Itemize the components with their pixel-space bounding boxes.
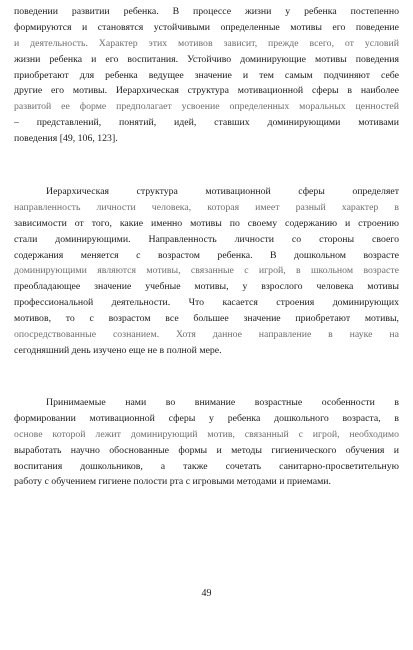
- paragraph-line: формируются и становятся устойчивыми определенные мотивы его поведение: [14, 21, 399, 33]
- paragraph-2: [14, 184, 399, 359]
- paragraph-line: поведения [49, 106, 123].: [14, 133, 118, 145]
- paragraph-line: преобладающее значение учебные мотивы, у взрослого человека мотивы: [14, 281, 399, 293]
- paragraph-line: содержания меняется с возрастом ребенка. В дошкольном возрасте: [14, 249, 399, 261]
- paragraph-line: опосредствованные сознанием. Хотя данное направление в науке на: [14, 329, 399, 341]
- page-number: 49: [201, 588, 212, 599]
- paragraph-line: работу с обучением гигиене полости рта с игровыми методами и приемами.: [14, 476, 332, 488]
- paragraph-line: зависимости от того, какие именно мотивы по своему содержанию и строению: [14, 217, 399, 229]
- paragraph-line: стали доминирующими. Направленность личности со стороны своего: [14, 233, 399, 245]
- paragraph-line: развитой ее форме предполагает усвоение определенных моральных ценностей: [14, 101, 399, 113]
- paragraph-line: воспитания дошкольников, а также сочетать санитарно-просветительную: [14, 460, 399, 472]
- paragraph-line: мотивов, то с возрастом все большее значение приобретают мотивы,: [14, 313, 399, 325]
- paragraph-line: Иерархическая структура мотивационной сферы определяет: [46, 186, 399, 197]
- paragraph-line: выработать научно обоснованные формы и методы гигиенического обучения и: [14, 444, 399, 456]
- paragraph-1: [14, 4, 399, 147]
- paragraph-line: и деятельность. Характер этих мотивов зависит, прежде всего, от условий: [14, 37, 399, 49]
- paragraph-line: профессиональной деятельности. Что касается строения доминирующих: [14, 297, 399, 309]
- paragraph-line: приобретают для ребенка ведущее значение и тем самым подчиняют себе: [14, 69, 399, 81]
- paragraph-line: – представлений, понятий, идей, ставших доминирующими мотивами: [14, 117, 399, 129]
- paragraph-line: сегодняшний день изучено еще не в полной мере.: [14, 344, 222, 356]
- paragraph-3: [14, 395, 399, 490]
- paragraph-line: основе которой лежит доминирующий мотив, связанный с игрой, необходимо: [14, 428, 399, 440]
- paragraph-line: Принимаемые нами во внимание возрастные особенности в: [46, 397, 399, 408]
- paragraph-line: другие его мотивы. Иерархическая структура мотивационной сферы в наиболее: [14, 85, 399, 97]
- paragraph-line: формировании мотивационной сферы у ребенка дошкольного возраста, в: [14, 412, 399, 424]
- paragraph-line: доминирующими являются мотивы, связанные с игрой, в школьном возрасте: [14, 265, 399, 277]
- paragraph-line: направленность личности человека, которая имеет разный характер в: [14, 201, 399, 213]
- paragraph-line: жизни ребенка и его воспитания. Устойчиво доминирующие мотивы поведения: [14, 53, 399, 65]
- paragraph-line: поведении развитии ребенка. В процессе жизни у ребенка постепенно: [14, 6, 399, 17]
